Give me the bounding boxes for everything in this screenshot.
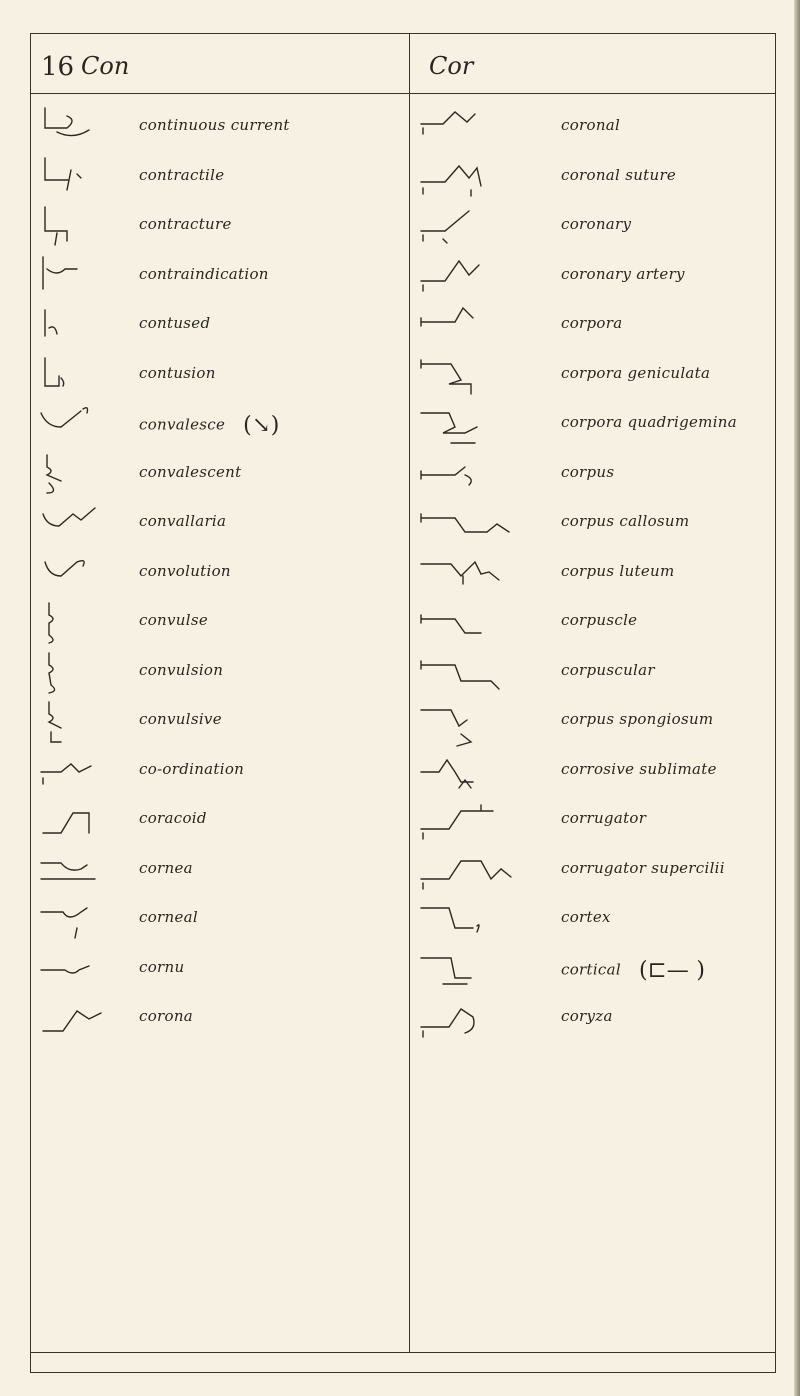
- left-entry: [31, 599, 391, 649]
- shorthand-outline-icon: [37, 849, 135, 893]
- right-column: [411, 104, 771, 1045]
- shorthand-outline-icon: [37, 304, 135, 348]
- entry-word: coronal suture: [561, 165, 677, 184]
- shorthand-outline-icon: [415, 205, 555, 249]
- left-entry: [31, 649, 391, 699]
- shorthand-outline-icon: [37, 403, 135, 447]
- shorthand-outline-icon: [37, 552, 135, 596]
- entry-word: continuous current: [139, 116, 290, 134]
- right-entry: [411, 797, 771, 847]
- entry-word: contracture: [139, 215, 232, 233]
- shorthand-outline-icon: [37, 799, 135, 843]
- right-entry: [411, 847, 771, 897]
- shorthand-outline-icon: [37, 750, 135, 794]
- left-entry: [31, 896, 391, 946]
- entry-word: coronary artery: [561, 264, 685, 283]
- shorthand-outline-icon: [37, 601, 135, 645]
- shorthand-outline-icon: [37, 255, 135, 299]
- entry-word: corpora quadrigemina: [561, 413, 737, 431]
- bottom-rule: [31, 1352, 775, 1353]
- entry-word: contraindication: [139, 264, 269, 283]
- entry-note: (↘): [243, 413, 280, 438]
- shorthand-outline-icon: [37, 106, 135, 150]
- entry-word: corpora: [561, 314, 623, 332]
- shorthand-outline-icon: [415, 304, 555, 348]
- shorthand-outline-icon: [37, 700, 135, 744]
- left-entry: [31, 797, 391, 847]
- shorthand-outline-icon: [37, 205, 135, 249]
- right-entry: [411, 995, 771, 1045]
- right-entry: [411, 253, 771, 303]
- right-entry: [411, 104, 771, 154]
- right-entry: [411, 401, 771, 451]
- entry-word: cortex: [561, 908, 611, 926]
- shorthand-outline-icon: [415, 849, 555, 893]
- right-entry: [411, 748, 771, 798]
- column-divider: [409, 34, 410, 1352]
- entry-word: corpus callosum: [561, 512, 690, 530]
- entry-word: corpus spongiosum: [561, 710, 714, 728]
- shorthand-outline-icon: [37, 898, 135, 942]
- left-entry: [31, 847, 391, 897]
- right-entry: [411, 500, 771, 550]
- shorthand-outline-icon: [415, 898, 555, 942]
- shorthand-outline-icon: [415, 156, 555, 200]
- right-entry: [411, 896, 771, 946]
- entry-word: cornu: [139, 957, 185, 976]
- shorthand-outline-icon: [37, 354, 135, 398]
- entry-word: contractile: [139, 165, 225, 184]
- right-entry: [411, 451, 771, 501]
- shorthand-outline-icon: [37, 453, 135, 497]
- shorthand-outline-icon: [415, 651, 555, 695]
- shorthand-outline-icon: [415, 552, 555, 596]
- right-entry: [411, 302, 771, 352]
- page-frame: [30, 33, 776, 1373]
- entry-word: coronal: [561, 116, 621, 134]
- left-entry: [31, 352, 391, 402]
- shorthand-outline-icon: [415, 354, 555, 398]
- entry-word: co-ordination: [139, 759, 245, 778]
- entry-word: corrugator: [561, 809, 647, 827]
- page-header: [31, 34, 775, 94]
- left-entry: [31, 451, 391, 501]
- shorthand-outline-icon: [37, 651, 135, 695]
- right-entry: [411, 154, 771, 204]
- entry-word: corneal: [139, 908, 198, 926]
- shorthand-outline-icon: [415, 255, 555, 299]
- left-column-heading: Con: [81, 52, 130, 80]
- entry-word: convulsion: [139, 660, 224, 679]
- shorthand-outline-icon: [415, 750, 555, 794]
- entry-word: convalesce (↘): [139, 413, 280, 438]
- right-entry: [411, 649, 771, 699]
- entry-word: convalescent: [139, 462, 242, 481]
- left-entry: [31, 154, 391, 204]
- right-entry: [411, 698, 771, 748]
- entry-word: corpus luteum: [561, 561, 675, 580]
- entry-word: coracoid: [139, 809, 207, 827]
- entry-word: corrugator supercilii: [561, 858, 725, 877]
- shorthand-outline-icon: [415, 502, 555, 546]
- left-entry: [31, 698, 391, 748]
- entry-word: corona: [139, 1007, 194, 1025]
- entry-word: contusion: [139, 363, 216, 382]
- left-entry: [31, 995, 391, 1045]
- shorthand-outline-icon: [415, 799, 555, 843]
- shorthand-outline-icon: [37, 948, 135, 992]
- shorthand-outline-icon: [415, 453, 555, 497]
- right-entry: [411, 203, 771, 253]
- entry-word: corpora geniculata: [561, 363, 711, 382]
- entry-word: cornea: [139, 858, 193, 877]
- left-entry: [31, 203, 391, 253]
- entry-note: (⊏— ): [638, 957, 706, 983]
- left-entry: [31, 401, 391, 451]
- entry-word: convallaria: [139, 512, 227, 530]
- entry-word: cortical (⊏— ): [561, 957, 706, 983]
- entry-word: corpuscular: [561, 660, 655, 679]
- left-entry: [31, 748, 391, 798]
- shorthand-outline-icon: [415, 106, 555, 150]
- entry-word: contused: [139, 314, 211, 332]
- entry-word: corpus: [561, 462, 615, 481]
- book-spine-edge: [794, 0, 800, 1396]
- right-entry: [411, 550, 771, 600]
- shorthand-outline-icon: [415, 403, 555, 447]
- right-entry: [411, 352, 771, 402]
- entry-word: coronary: [561, 215, 632, 233]
- left-entry: [31, 500, 391, 550]
- shorthand-outline-icon: [415, 601, 555, 645]
- entry-word: convolution: [139, 561, 231, 580]
- entry-word: coryza: [561, 1007, 613, 1025]
- right-column-heading: Cor: [429, 52, 474, 80]
- left-entry: [31, 104, 391, 154]
- page-number: 16: [41, 52, 75, 82]
- right-entry: [411, 946, 771, 996]
- shorthand-outline-icon: [37, 502, 135, 546]
- right-entry: [411, 599, 771, 649]
- shorthand-outline-icon: [37, 997, 135, 1041]
- shorthand-outline-icon: [37, 156, 135, 200]
- shorthand-outline-icon: [415, 948, 555, 992]
- left-entry: [31, 946, 391, 996]
- left-column: [31, 104, 391, 1045]
- left-entry: [31, 253, 391, 303]
- entry-word: corrosive sublimate: [561, 759, 717, 778]
- entry-word: convulsive: [139, 710, 222, 728]
- left-entry: [31, 302, 391, 352]
- shorthand-outline-icon: [415, 997, 555, 1041]
- entry-word: corpuscle: [561, 611, 638, 629]
- left-entry: [31, 550, 391, 600]
- entry-word: convulse: [139, 611, 208, 629]
- shorthand-outline-icon: [415, 700, 555, 744]
